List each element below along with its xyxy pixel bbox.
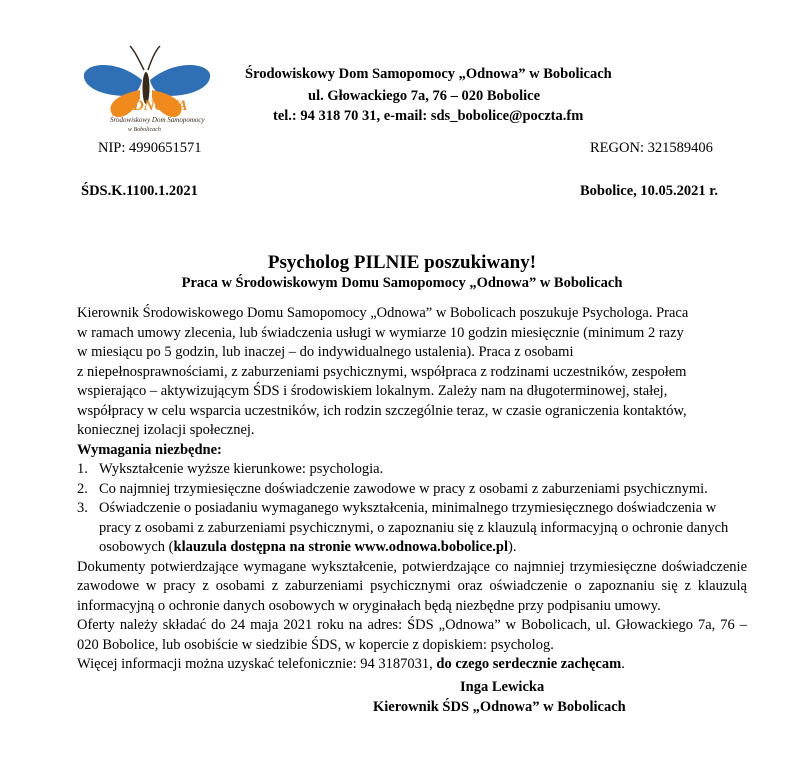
list-item-tail: ). (508, 539, 517, 555)
regon-number: REGON: 321589406 (590, 140, 713, 156)
document-date: Bobolice, 10.05.2021 r. (580, 183, 719, 199)
more-info-bold: do czego serdecznie zachęcam (436, 656, 622, 672)
clause-link-text: klauzula dostępna na stronie www.odnowa.bobolice.pl (173, 539, 509, 555)
list-item-number: 1. (77, 461, 88, 477)
logo-brand-text: ODNOWA (122, 98, 188, 114)
org-contact: tel.: 94 318 70 31, e-mail: sds_bobolice@poczta.fm (273, 108, 584, 124)
intro-line: koniecznej izolacji społecznej. (77, 422, 255, 438)
logo-subline-2: w Bobolicach (128, 127, 161, 133)
intro-line: z niepełnosprawnościami, z zaburzeniami psychicznymi, współpraca z rodzinami uczestników, zespołem (77, 363, 687, 380)
logo-subline-1: Środowiskowy Dom Samopomocy (110, 116, 205, 124)
signature-name: Inga Lewicka (460, 679, 545, 695)
more-info-paragraph (77, 655, 747, 675)
list-item-number: 2. (77, 480, 88, 497)
intro-line: wspierająco – aktywizującym ŚDS i środowiskiem lokalnym. Zależy nam na długoterminowej, stałej, (77, 383, 668, 399)
org-name: Środowiskowy Dom Samopomocy „Odnowa” w Bobolicach (245, 66, 612, 82)
signature-role: Kierownik ŚDS „Odnowa” w Bobolicach (373, 699, 626, 715)
list-item (77, 480, 747, 500)
requirements-list (77, 460, 747, 558)
page-title: Psycholog PILNIE poszukiwany! (267, 252, 537, 273)
list-item-text: Wykształcenie wyższe kierunkowe: psychologia. (99, 461, 384, 477)
intro-line: współpracy w celu wsparcia uczestników, ich rodzin szczególnie teraz, w czasie ograniczenia kontaktów, (77, 402, 687, 419)
odnowa-butterfly-logo (78, 40, 218, 140)
more-info-tail: . (621, 656, 625, 672)
intro-line: w ramach umowy zlecenia, lub świadczenia usługi w wymiarze 10 godzin miesięcznie (minimum 2 razy (77, 324, 684, 341)
list-item-number: 3. (77, 500, 88, 516)
list-item-text: Oświadczenie o posiadaniu wymaganego wykształcenia, minimalnego trzymiesięcznego doświadczenia w pracy z osobami z zaburzeniami psychicznymi, o zapoznaniu się z klauzulą informacyjną o ochronie danych osobowych ( (99, 500, 729, 555)
intro-line: Kierownik Środowiskowego Domu Samopomocy „Odnowa” w Bobolicach poszukuje Psychologa. Praca (77, 305, 689, 321)
more-info-text: Więcej informacji można uzyskać telefonicznie: 94 3187031, (77, 656, 437, 672)
offers-paragraph: Oferty należy składać do 24 maja 2021 roku na adres: ŚDS „Odnowa” w Bobolicach, ul. Głowackiego 7a, 76 – 020 Bobolice, lub osobiście w siedzibie ŚDS, w kopercie z dopiskiem: psycholog. (77, 617, 747, 653)
page-subtitle: Praca w Środowiskowym Domu Samopomocy „Odnowa” w Bobolicach (181, 275, 623, 291)
documents-paragraph: Dokumenty potwierdzające wymagane wykształcenie, potwierdzające co najmniej trzymiesięczne doświadczenie zawodowe w pracy z osobami z zaburzeniami psychicznymi oraz oświadczenie o zapoznaniu się z klauzulą informacyjną o ochronie danych osobowych w oryginałach będą niezbędne przy podpisaniu umowy. (77, 558, 747, 614)
document-reference: ŚDS.K.1100.1.2021 (81, 183, 198, 199)
nip-number: NIP: 4990651571 (98, 140, 202, 156)
intro-line: w miesiącu po 5 godzin, lub inaczej – do indywidualnego ustalenia). Praca z osobami (77, 344, 574, 360)
list-item (77, 499, 747, 558)
org-address: ul. Głowackiego 7a, 76 – 020 Bobolice (308, 88, 540, 104)
document-body (77, 304, 747, 675)
list-item-text: Co najmniej trzymiesięczne doświadczenie zawodowe w pracy z osobami z zaburzeniami psychicznymi. (99, 480, 708, 497)
requirements-heading: Wymagania niezbędne: (77, 441, 222, 458)
list-item (77, 460, 747, 480)
